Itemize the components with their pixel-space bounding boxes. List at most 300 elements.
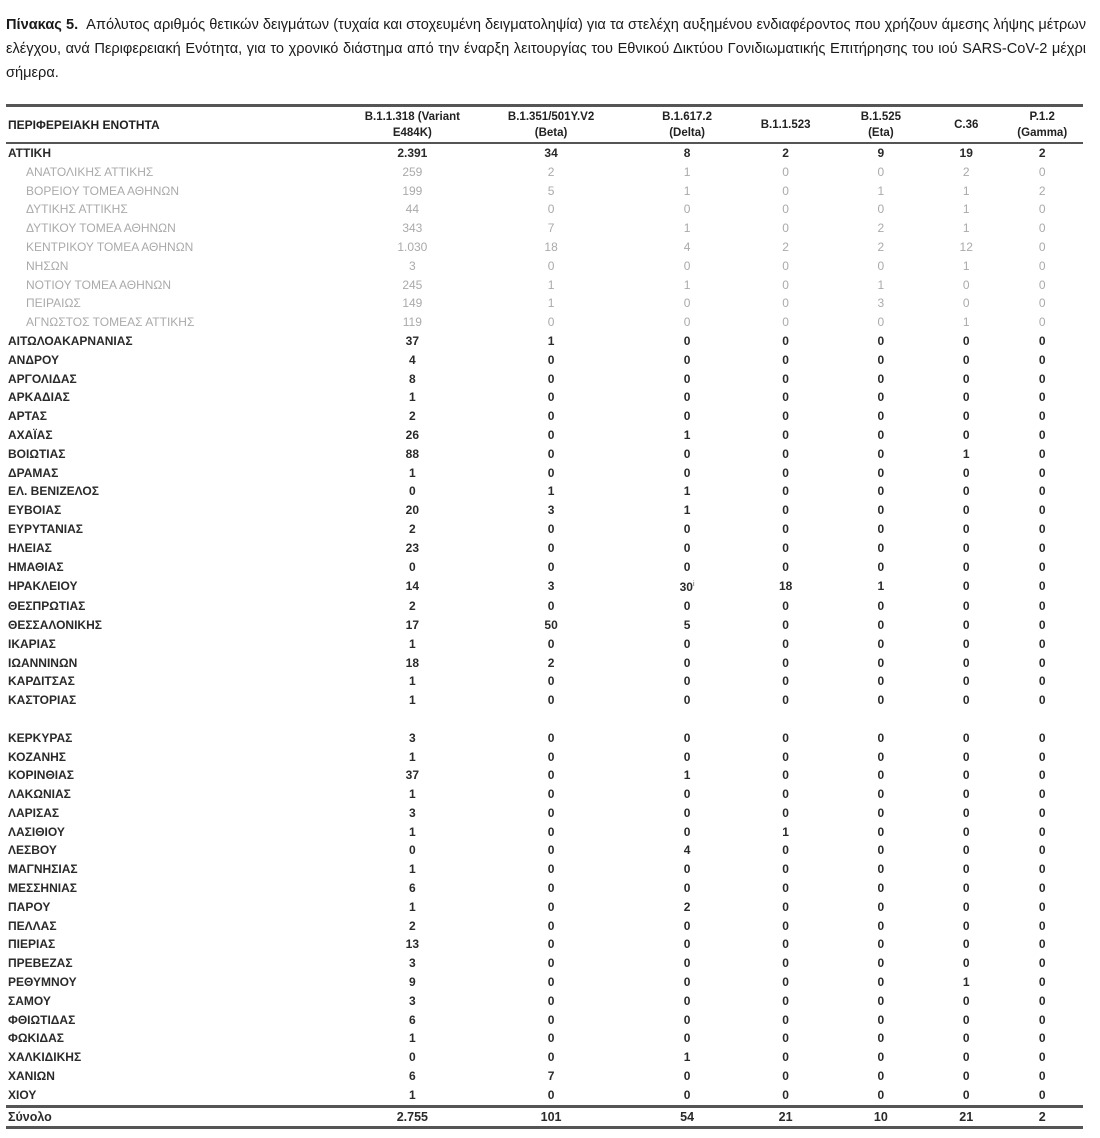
value-cell [634, 558, 741, 577]
value-cell [1001, 1067, 1083, 1086]
value-cell [831, 710, 931, 729]
cell-value: 37 [405, 333, 420, 348]
cell-value: 0 [782, 674, 789, 689]
cell-value: 0 [1038, 1050, 1046, 1065]
region-name-cell: ΔΥΤΙΚΟΥ ΤΟΜΕΑ ΑΘΗΝΩΝ [26, 221, 176, 236]
value-cell [931, 841, 1001, 860]
value-cell [634, 276, 741, 295]
cell-value: 17 [405, 617, 420, 632]
value-cell [356, 520, 468, 539]
cell-value: 0 [877, 881, 885, 896]
value-cell [740, 1086, 830, 1106]
cell-value: 1 [547, 484, 555, 499]
table-row [6, 785, 1083, 804]
cell-value: 0 [683, 352, 691, 367]
value-cell [469, 163, 634, 182]
cell-value: 1 [409, 636, 416, 651]
region-name-cell: ΒΟΡΕΙΟΥ ΤΟΜΕΑ ΑΘΗΝΩΝ [26, 183, 180, 198]
table-row [6, 691, 1083, 710]
value-cell [634, 313, 741, 332]
value-cell [356, 841, 468, 860]
cell-value: 0 [877, 956, 885, 971]
cell-value: 0 [683, 296, 691, 311]
caption-label: Πίνακας 5. [6, 17, 79, 33]
cell-value: 0 [1038, 540, 1046, 555]
cell-value: 0 [1038, 862, 1046, 877]
cell-value: 0 [877, 258, 885, 273]
value-cell [740, 841, 830, 860]
value-cell [634, 823, 741, 842]
cell-value: 0 [782, 503, 789, 518]
value-cell [356, 558, 468, 577]
region-name-cell: ΡΕΘΥΜΝΟΥ [8, 975, 77, 990]
cell-value: 0 [1038, 221, 1046, 236]
value-cell [356, 332, 468, 351]
cell-value: 1 [409, 674, 416, 689]
header-line-1: C.36 [954, 119, 979, 131]
value-cell [740, 860, 830, 879]
value-cell [831, 879, 931, 898]
cell-value: 0 [547, 446, 555, 461]
value-cell [634, 879, 741, 898]
value-cell [634, 182, 741, 201]
cell-value: 0 [877, 730, 885, 745]
cell-value: 0 [683, 674, 691, 689]
value-cell [634, 748, 741, 767]
region-name-cell: ΦΩΚΙΔΑΣ [8, 1031, 64, 1046]
value-cell [469, 313, 634, 332]
cell-value: 1 [683, 1050, 691, 1065]
table-row [6, 464, 1083, 483]
value-cell [740, 445, 830, 464]
cell-value: 0 [782, 371, 789, 386]
value-cell [469, 804, 634, 823]
table-row [6, 1048, 1083, 1067]
cell-value: 0 [877, 371, 885, 386]
table-row [6, 1011, 1083, 1030]
cell-value: 1 [962, 221, 970, 236]
value-cell [831, 992, 931, 1011]
cell-value: 0 [1038, 352, 1046, 367]
value-cell [831, 219, 931, 238]
value-cell [740, 917, 830, 936]
cell-value: 2 [547, 655, 555, 670]
cell-value: 0 [962, 484, 970, 499]
cell-value: 0 [547, 993, 555, 1008]
cell-value: 0 [683, 937, 691, 952]
cell-value: 0 [1038, 465, 1046, 480]
region-name-cell: ΛΑΣΙΘΙΟΥ [8, 824, 65, 839]
cell-value: 0 [683, 465, 691, 480]
value-cell [831, 691, 931, 710]
value-cell [931, 879, 1001, 898]
cell-value: 1 [877, 579, 885, 594]
cell-value: 0 [547, 956, 555, 971]
value-cell [469, 445, 634, 464]
table-row [6, 332, 1083, 351]
cell-value: 0 [547, 636, 555, 651]
cell-value: 0 [1038, 881, 1046, 896]
cell-value: 0 [547, 258, 555, 273]
value-cell [469, 898, 634, 917]
cell-value: 0 [782, 693, 789, 708]
value-cell [469, 616, 634, 635]
column-header-variant [831, 106, 931, 144]
value-cell [634, 1029, 741, 1048]
table-total-row [6, 1106, 1083, 1128]
value-cell [1001, 1086, 1083, 1106]
cell-value: 37 [405, 768, 420, 783]
cell-value: 0 [782, 521, 789, 536]
cell-value: 7 [547, 1069, 555, 1084]
value-cell [740, 388, 830, 407]
value-cell [634, 691, 741, 710]
cell-value: 0 [683, 993, 691, 1008]
value-cell [1001, 182, 1083, 201]
value-cell [831, 654, 931, 673]
cell-value: 0 [962, 1012, 970, 1027]
value-cell [931, 370, 1001, 389]
value-cell [356, 860, 468, 879]
value-cell [831, 576, 931, 597]
cell-value: 5 [547, 183, 555, 198]
table-spacer-row [6, 710, 1083, 729]
value-cell [356, 898, 468, 917]
cell-value: 0 [877, 824, 885, 839]
value-cell [740, 879, 830, 898]
cell-value: 0 [683, 390, 691, 405]
value-cell [1001, 954, 1083, 973]
value-cell [469, 973, 634, 992]
value-cell [740, 729, 830, 748]
value-cell [469, 954, 634, 973]
value-cell [740, 935, 830, 954]
region-name-cell: ΙΩΑΝΝΙΝΩΝ [8, 655, 78, 670]
cell-value: 0 [683, 1012, 691, 1027]
value-cell [356, 597, 468, 616]
cell-value: 0 [547, 843, 555, 858]
header-line-1: B.1.1.523 [760, 119, 811, 131]
cell-value: 2 [782, 146, 789, 160]
value-cell [1001, 1029, 1083, 1048]
value-cell [831, 388, 931, 407]
header-line-2: (Eta) [868, 127, 894, 139]
cell-value: 0 [547, 371, 555, 386]
value-cell [831, 351, 931, 370]
cell-value: 0 [683, 975, 691, 990]
cell-value: 0 [547, 599, 555, 614]
region-name-cell: ΠΕΛΛΑΣ [8, 918, 57, 933]
value-cell [469, 1029, 634, 1048]
value-cell [931, 445, 1001, 464]
table-row [6, 558, 1083, 577]
value-cell [356, 143, 468, 163]
value-cell [831, 841, 931, 860]
cell-value: 0 [782, 843, 789, 858]
value-cell [831, 935, 931, 954]
value-cell [931, 766, 1001, 785]
cell-value: 2 [409, 409, 416, 424]
cell-value: 0 [1038, 655, 1046, 670]
value-cell [634, 841, 741, 860]
value-cell [831, 426, 931, 445]
value-cell [1001, 332, 1083, 351]
value-cell [831, 294, 931, 313]
value-cell [1001, 748, 1083, 767]
region-name-cell: ΚΕΝΤΡΙΚΟΥ ΤΟΜΕΑ ΑΘΗΝΩΝ [26, 239, 194, 254]
table-row [6, 501, 1083, 520]
cell-value: 0 [877, 975, 885, 990]
region-name-cell: ΧΙΟΥ [8, 1087, 37, 1102]
cell-value: 2 [877, 239, 885, 254]
region-name-cell: ΕΛ. ΒΕΝΙΖΕΛΟΣ [8, 484, 99, 499]
cell-value: 3 [409, 993, 416, 1008]
cell-value: 9 [409, 975, 416, 990]
value-cell [634, 1011, 741, 1030]
value-cell [931, 860, 1001, 879]
column-header-variant [740, 106, 830, 144]
value-cell [1001, 672, 1083, 691]
value-cell [931, 635, 1001, 654]
value-cell [931, 294, 1001, 313]
table-row [6, 445, 1083, 464]
value-cell [1001, 426, 1083, 445]
region-name-cell: ΑΝΑΤΟΛΙΚΗΣ ΑΤΤΙΚΗΣ [26, 164, 154, 179]
value-cell [1001, 501, 1083, 520]
cell-value: 3 [409, 956, 416, 971]
value-cell [469, 482, 634, 501]
value-cell [469, 388, 634, 407]
value-cell [356, 313, 468, 332]
column-header-region [6, 106, 356, 144]
cell-value: 0 [1038, 599, 1046, 614]
value-cell [740, 823, 830, 842]
value-cell [634, 351, 741, 370]
value-cell [740, 804, 830, 823]
value-cell [469, 464, 634, 483]
cell-value: 0 [409, 559, 416, 574]
value-cell [469, 276, 634, 295]
region-name-cell: ΛΑΚΩΝΙΑΣ [8, 787, 71, 802]
value-cell [469, 1086, 634, 1106]
value-cell [356, 238, 468, 257]
value-cell [740, 1067, 830, 1086]
region-name-cell: ΠΡΕΒΕΖΑΣ [8, 956, 73, 971]
cell-value: 0 [877, 862, 885, 877]
value-cell [931, 917, 1001, 936]
value-cell [831, 616, 931, 635]
cell-value: 14 [405, 579, 420, 594]
table-row [6, 954, 1083, 973]
value-cell [634, 954, 741, 973]
value-cell [1001, 841, 1083, 860]
cell-value: 0 [547, 540, 555, 555]
cell-value: 0 [877, 1069, 885, 1084]
cell-value: 0 [547, 824, 555, 839]
value-cell [634, 238, 741, 257]
cell-value: 0 [1038, 315, 1046, 330]
value-cell [1001, 257, 1083, 276]
total-value-cell: 10 [831, 1106, 931, 1128]
table-row [6, 520, 1083, 539]
cell-value: 1 [547, 277, 555, 292]
value-cell [356, 654, 468, 673]
value-cell [356, 1048, 468, 1067]
cell-value: 0 [962, 579, 970, 594]
region-name-cell: ΕΥΡΥΤΑΝΙΑΣ [8, 521, 83, 536]
region-name-cell: ΚΑΡΔΙΤΣΑΣ [8, 674, 75, 689]
cell-value: 0 [962, 918, 970, 933]
cell-value: 0 [962, 937, 970, 952]
cell-value: 0 [962, 674, 970, 689]
cell-value: 1 [409, 749, 416, 764]
value-cell [931, 182, 1001, 201]
region-name-cell: ΗΡΑΚΛΕΙΟΥ [8, 579, 78, 594]
cell-value: 1 [962, 183, 970, 198]
cell-value: 0 [782, 749, 789, 764]
value-cell [469, 935, 634, 954]
value-cell [1001, 597, 1083, 616]
value-cell [931, 710, 1001, 729]
cell-value: 0 [683, 862, 691, 877]
cell-value: 0 [1038, 258, 1046, 273]
value-cell [469, 370, 634, 389]
value-cell [740, 143, 830, 163]
value-cell [634, 898, 741, 917]
value-cell [831, 182, 931, 201]
table-subrow [6, 294, 1083, 313]
value-cell [469, 576, 634, 597]
value-cell [634, 482, 741, 501]
cell-value: 0 [547, 465, 555, 480]
header-line-1: B.1.525 [860, 111, 902, 123]
value-cell [634, 917, 741, 936]
value-cell [1001, 710, 1083, 729]
cell-value: 0 [1038, 1069, 1046, 1084]
cell-value: 0 [782, 617, 789, 632]
cell-value: 0 [962, 730, 970, 745]
cell-value: 0 [409, 1050, 416, 1065]
cell-value: 34 [544, 146, 558, 160]
value-cell [831, 785, 931, 804]
cell-value: 0 [877, 843, 885, 858]
table-row [6, 143, 1083, 163]
cell-value: 0 [683, 824, 691, 839]
cell-value: 0 [877, 521, 885, 536]
cell-value: 0 [683, 693, 691, 708]
cell-value: 0 [1038, 937, 1046, 952]
cell-value: 0 [409, 484, 416, 499]
value-cell [740, 1011, 830, 1030]
cell-value: 0 [962, 1031, 970, 1046]
cell-value: 2 [782, 239, 789, 254]
value-cell [634, 464, 741, 483]
value-cell [634, 935, 741, 954]
cell-value: 0 [962, 824, 970, 839]
value-cell [831, 238, 931, 257]
value-cell [356, 445, 468, 464]
cell-value: 0 [962, 862, 970, 877]
value-cell [469, 710, 634, 729]
value-cell [831, 1048, 931, 1067]
value-cell [356, 219, 468, 238]
cell-value: 1 [409, 465, 416, 480]
value-cell [1001, 729, 1083, 748]
cell-value: 1 [409, 1031, 416, 1046]
cell-value: 0 [782, 768, 789, 783]
cell-value: 1 [409, 899, 416, 914]
cell-value: 0 [782, 636, 789, 651]
cell-value: 0 [877, 937, 885, 952]
value-cell [831, 257, 931, 276]
cell-value: 0 [962, 599, 970, 614]
region-name-cell: ΘΕΣΠΡΩΤΙΑΣ [8, 599, 86, 614]
value-cell [1001, 785, 1083, 804]
total-value-cell: 101 [469, 1106, 634, 1128]
cell-value: 0 [547, 1050, 555, 1065]
cell-value: 0 [782, 315, 789, 330]
cell-value: 0 [962, 843, 970, 858]
value-cell [931, 1086, 1001, 1106]
cell-value: 13 [405, 937, 420, 952]
value-cell [1001, 388, 1083, 407]
cell-value: 18 [405, 655, 420, 670]
value-cell [1001, 351, 1083, 370]
value-cell [740, 1029, 830, 1048]
cell-value: 0 [1038, 993, 1046, 1008]
value-cell [356, 710, 468, 729]
cell-value: 0 [962, 636, 970, 651]
value-cell [634, 710, 741, 729]
cell-value: 0 [547, 899, 555, 914]
cell-value: 0 [782, 427, 789, 442]
value-cell [469, 200, 634, 219]
cell-value: 0 [547, 1012, 555, 1027]
cell-value: 0 [962, 540, 970, 555]
value-cell [469, 407, 634, 426]
value-cell [931, 935, 1001, 954]
header-line-1: P.1.2 [1029, 111, 1055, 123]
cell-value: 0 [1038, 975, 1046, 990]
cell-value: 0 [1038, 409, 1046, 424]
cell-value: 6 [409, 881, 416, 896]
value-cell [634, 163, 741, 182]
value-cell [356, 294, 468, 313]
cell-value: 2 [409, 918, 416, 933]
caption-text: Απόλυτος αριθμός θετικών δειγμάτων (τυχαία και στοχευμένη δειγματοληψία) για τα στελέχη αυξημένου ενδιαφέροντος που χρήζουν άμεσης λήψης μέτρων ελέγχου, ανά Περιφερειακή Ενότητα, για το χρονικό διάστημα από την έναρξη λειτουργίας του Εθνικού Δικτύου Γονιδιωματικής Επιτήρησης του ιού SARS-CoV-2 μέχρι σήμερα. [6, 17, 1087, 81]
cell-value: 88 [405, 446, 420, 461]
footnote-marker[interactable]: i [692, 581, 695, 589]
value-cell [634, 1067, 741, 1086]
cell-value: 1 [409, 787, 416, 802]
value-cell [740, 257, 830, 276]
cell-value: 8 [683, 146, 691, 160]
value-cell [740, 182, 830, 201]
table-subrow [6, 257, 1083, 276]
value-cell [931, 520, 1001, 539]
value-cell [469, 597, 634, 616]
cell-value: 0 [683, 730, 691, 745]
value-cell [634, 973, 741, 992]
value-cell [740, 597, 830, 616]
value-cell [740, 163, 830, 182]
value-cell [469, 748, 634, 767]
value-cell [931, 616, 1001, 635]
cell-value: 0 [1038, 521, 1046, 536]
cell-value: 1 [547, 333, 555, 348]
table-row [6, 388, 1083, 407]
value-cell [634, 785, 741, 804]
